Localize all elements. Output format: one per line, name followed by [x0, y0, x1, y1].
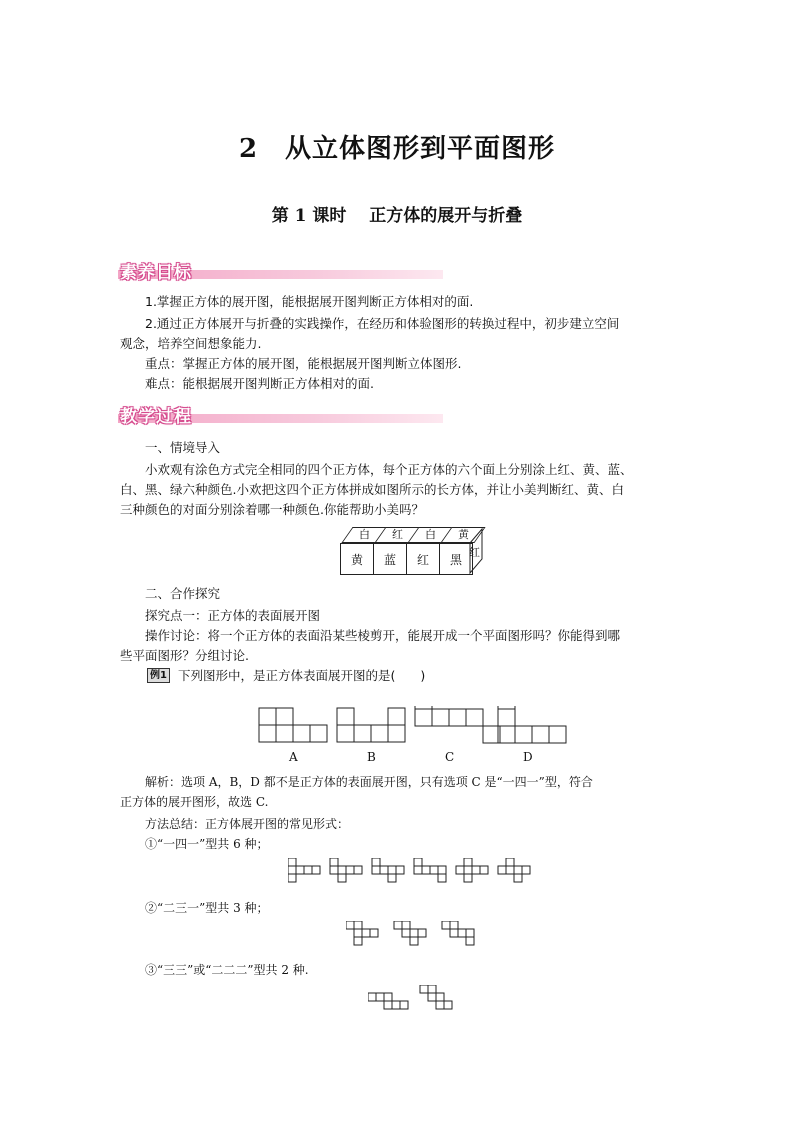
cube-top-face: 黄: [440, 527, 485, 543]
goal-key-point: 重点：掌握正方体的展开图，能根据展开图判断立体图形.: [145, 356, 462, 371]
example-tag: 例1: [147, 668, 170, 683]
cube-front-face: 蓝: [373, 543, 406, 575]
cube-top-face: 红: [374, 527, 418, 543]
net-type-2: ②“二三一”型共 3 种；: [145, 901, 269, 915]
cube-top-face: 白: [341, 527, 385, 543]
explore-discuss-2: 些平面图形？分组讨论.: [120, 648, 249, 663]
process-banner-label: 教学过程: [120, 407, 192, 427]
cube-top-face: 白: [407, 527, 451, 543]
cube-front-faces: [340, 543, 473, 575]
goal-item-1: 1.掌握正方体的展开图，能根据展开图判断正方体相对的面.: [145, 294, 474, 309]
goal-item-2b: 观念，培养空间想象能力.: [120, 336, 262, 351]
cube-front-face: 黑: [439, 543, 473, 575]
option-label-b: B: [367, 750, 376, 764]
goal-difficulty: 难点：能根据展开图判断正方体相对的面.: [145, 376, 374, 391]
goals-banner-label: 素养目标: [120, 263, 192, 283]
nets-231-figure: [346, 921, 481, 951]
goals-banner: [118, 258, 443, 288]
nets-33-222-figure: [368, 985, 458, 1015]
option-label-a: A: [289, 750, 298, 764]
intro-heading: 一、情境导入: [145, 440, 221, 455]
intro-line-3: 三种颜色的对面分别涂着哪一种颜色.你能帮助小美吗？: [120, 502, 424, 517]
explore-discuss-1: 操作讨论：将一个正方体的表面沿某些棱剪开，能展开成一个平面图形吗？你能得到哪: [145, 628, 621, 643]
process-banner: [118, 402, 443, 432]
net-type-3: ③“三三”或“二二二”型共 2 种.: [145, 963, 309, 977]
method-summary: 方法总结：正方体展开图的常见形式：: [145, 817, 350, 831]
intro-line-2: 白、黑、绿六种颜色.小欢把这四个正方体拼成如图所示的长方体，并让小美判断红、黄、白: [120, 482, 624, 497]
option-label-d: D: [523, 750, 533, 764]
nets-141-figure: [288, 858, 538, 888]
cube-front-face: 黄: [340, 543, 373, 575]
example-nets: [258, 706, 568, 746]
analysis-line-2: 正方体的展开图形，故选 C.: [120, 795, 269, 809]
intro-line-1: 小欢观有涂色方式完全相同的四个正方体，每个正方体的六个面上分别涂上红、黄、蓝、: [145, 462, 633, 477]
option-label-c: C: [445, 750, 455, 764]
cube-top-faces: [347, 527, 480, 543]
page-title: 2 从立体图形到平面图形: [238, 134, 556, 164]
net-type-1: ①“一四一”型共 6 种；: [145, 837, 269, 851]
goal-item-2a: 2.通过正方体展开与折叠的实践操作，在经历和体验图形的转换过程中，初步建立空间: [145, 316, 620, 331]
cube-side-label: 红: [469, 546, 480, 559]
explore-point-1: 探究点一：正方体的表面展开图: [145, 608, 321, 623]
cube-front-face: 红: [406, 543, 439, 575]
lesson-subtitle: 第 1 课时 正方体的展开与折叠: [271, 206, 523, 226]
example-question: 下列图形中，是正方体表面展开图的是( ): [178, 668, 426, 683]
analysis-line-1: 解析：选项 A，B，D 都不是正方体的表面展开图，只有选项 C 是“一四一”型，符合: [145, 775, 593, 789]
explore-heading: 二、合作探究: [145, 586, 221, 601]
